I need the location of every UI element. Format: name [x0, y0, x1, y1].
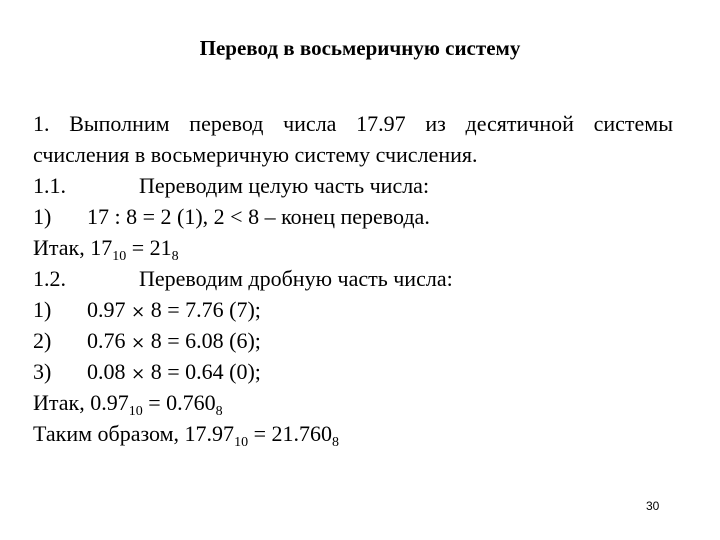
fraction-part-heading: [33, 263, 673, 294]
base-subscript: 8: [215, 404, 223, 419]
step-operand: 0.76: [87, 328, 126, 353]
section-number: 1.2.: [33, 266, 66, 291]
step-result: 8 = 6.08 (6);: [150, 328, 261, 353]
step-label: 1): [33, 297, 52, 322]
result-value: = 21: [126, 235, 172, 260]
integer-part-heading: [33, 170, 673, 201]
integer-step: [33, 201, 673, 232]
step-operand: 0.08: [87, 359, 126, 384]
intro-line-2: счисления в восьмеричную систему счисления.: [33, 142, 478, 167]
document-body: [33, 108, 673, 449]
page-title: Перевод в восьмеричную систему: [199, 36, 521, 60]
step-text: 17 : 8 = 2 (1), 2 < 8 – конец перевода.: [87, 204, 430, 229]
base-subscript: 10: [112, 249, 127, 264]
multiply-sign: ×: [131, 302, 146, 322]
base-subscript: 8: [171, 249, 179, 264]
fraction-step: [33, 294, 673, 325]
step-label: 1): [33, 204, 52, 229]
fraction-step: [33, 356, 673, 387]
step-result: 8 = 0.64 (0);: [150, 359, 261, 384]
final-value: = 21.760: [248, 421, 332, 446]
final-result: [33, 418, 673, 449]
step-operand: 0.97: [87, 297, 126, 322]
multiply-sign: ×: [131, 364, 146, 384]
result-value: = 0.760: [142, 390, 216, 415]
result-prefix: Итак, 0.97: [33, 390, 129, 415]
section-heading: Переводим целую часть числа:: [139, 173, 430, 198]
multiply-sign: ×: [131, 333, 146, 353]
intro-line-1: 1. Выполним перевод числа 17.97 из десятичной системы: [33, 111, 673, 136]
base-subscript: 8: [331, 435, 339, 450]
base-subscript: 10: [234, 435, 249, 450]
step-label: 3): [33, 359, 52, 384]
step-label: 2): [33, 328, 52, 353]
fraction-step: [33, 325, 673, 356]
integer-result: [33, 232, 673, 263]
result-prefix: Итак, 17: [33, 235, 113, 260]
base-subscript: 10: [128, 404, 143, 419]
page-number: 30: [646, 499, 660, 513]
section-number: 1.1.: [33, 173, 66, 198]
step-result: 8 = 7.76 (7);: [150, 297, 261, 322]
final-prefix: Таким образом, 17.97: [33, 421, 235, 446]
fraction-result: [33, 387, 673, 418]
section-heading: Переводим дробную часть числа:: [139, 266, 453, 291]
